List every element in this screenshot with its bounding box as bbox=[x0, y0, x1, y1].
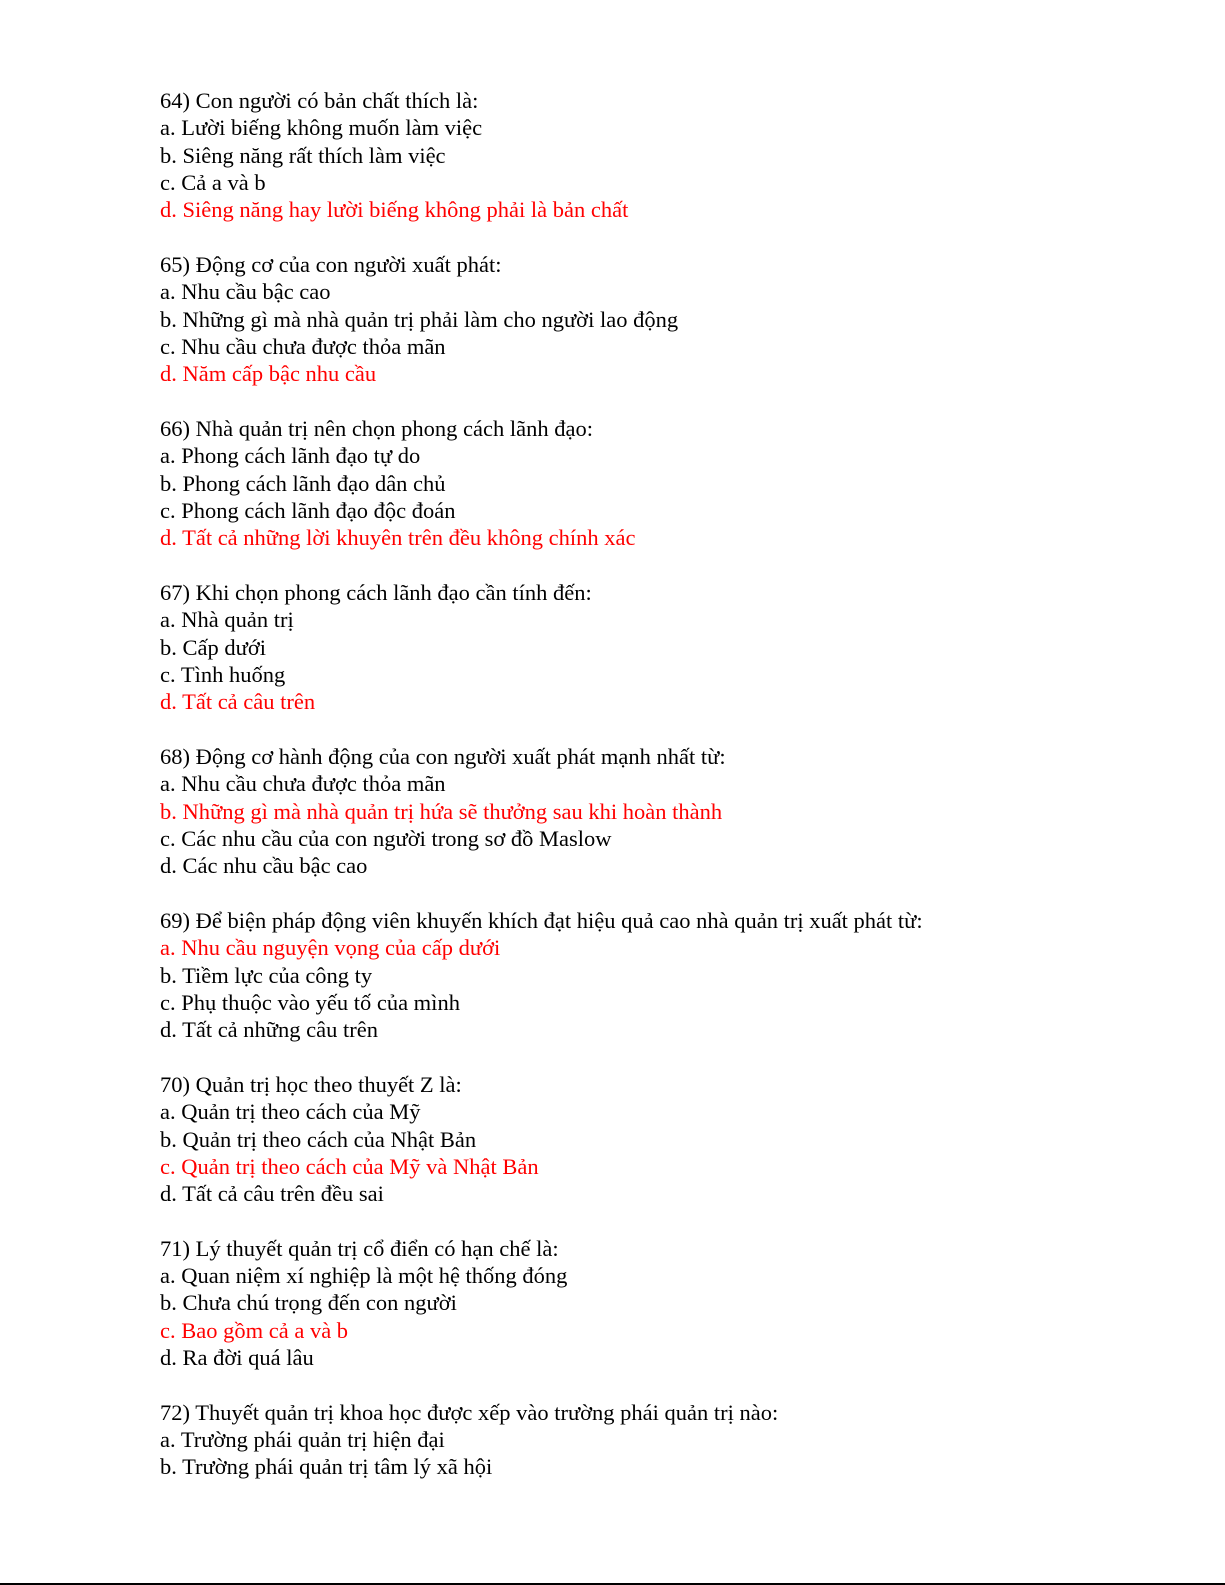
answer-option: b. Tiềm lực của công ty bbox=[160, 962, 373, 988]
answer-option: a. Quản trị theo cách của Mỹ bbox=[160, 1099, 421, 1125]
answer-option: c. Nhu cầu chưa được thỏa mãn bbox=[160, 333, 446, 359]
answer-option: a. Quan niệm xí nghiệp là một hệ thống đóng bbox=[160, 1263, 568, 1289]
question-stem: 65) Động cơ của con người xuất phát: bbox=[160, 251, 502, 277]
answer-option: d. Các nhu cầu bậc cao bbox=[160, 853, 368, 879]
answer-option: d. Tất cả những câu trên bbox=[160, 1017, 378, 1043]
answer-option: b. Cấp dưới bbox=[160, 634, 266, 660]
question-67 bbox=[160, 579, 1160, 715]
answer-option: d. Tất cả câu trên đều sai bbox=[160, 1181, 384, 1207]
question-66 bbox=[160, 415, 1160, 551]
answer-option: a. Phong cách lãnh đạo tự do bbox=[160, 443, 421, 469]
question-stem: 72) Thuyết quản trị khoa học được xếp vào trường phái quản trị nào: bbox=[160, 1399, 779, 1425]
answer-option-correct: a. Nhu cầu nguyện vọng của cấp dưới bbox=[160, 935, 501, 961]
question-stem: 68) Động cơ hành động của con người xuất phát mạnh nhất từ: bbox=[160, 743, 726, 769]
answer-option-correct: b. Những gì mà nhà quản trị hứa sẽ thưởng sau khi hoàn thành bbox=[160, 798, 723, 824]
question-stem: 70) Quản trị học theo thuyết Z là: bbox=[160, 1071, 462, 1097]
answer-option: c. Tình huống bbox=[160, 661, 286, 687]
answer-option: b. Trường phái quản trị tâm lý xã hội bbox=[160, 1454, 493, 1480]
question-list bbox=[160, 87, 1160, 1508]
answer-option: a. Nhà quản trị bbox=[160, 607, 294, 633]
answer-option: a. Lười biếng không muốn làm việc bbox=[160, 115, 483, 141]
question-70 bbox=[160, 1071, 1160, 1207]
answer-option: d. Ra đời quá lâu bbox=[160, 1345, 314, 1371]
question-stem: 64) Con người có bản chất thích là: bbox=[160, 88, 479, 113]
answer-option: c. Phụ thuộc vào yếu tố của mình bbox=[160, 989, 460, 1015]
question-65 bbox=[160, 251, 1160, 387]
answer-option: a. Nhu cầu bậc cao bbox=[160, 279, 331, 305]
answer-option-correct: c. Bao gồm cả a và b bbox=[160, 1317, 349, 1343]
question-stem: 66) Nhà quản trị nên chọn phong cách lãnh đạo: bbox=[160, 415, 593, 441]
answer-option: b. Quản trị theo cách của Nhật Bản bbox=[160, 1126, 477, 1152]
question-68 bbox=[160, 743, 1160, 879]
answer-option: b. Những gì mà nhà quản trị phải làm cho người lao động bbox=[160, 306, 679, 332]
answer-option-correct: d. Tất cả câu trên bbox=[160, 689, 316, 715]
answer-option-correct: c. Quản trị theo cách của Mỹ và Nhật Bản bbox=[160, 1153, 539, 1179]
question-stem: 71) Lý thuyết quản trị cổ điển có hạn chế là: bbox=[160, 1235, 559, 1261]
answer-option: c. Phong cách lãnh đạo độc đoán bbox=[160, 497, 456, 523]
question-69 bbox=[160, 907, 1160, 1043]
answer-option: a. Trường phái quản trị hiện đại bbox=[160, 1427, 445, 1453]
answer-option: c. Cả a và b bbox=[160, 169, 266, 195]
answer-option-correct: d. Siêng năng hay lười biếng không phải là bản chất bbox=[160, 197, 629, 223]
question-71 bbox=[160, 1235, 1160, 1371]
answer-option: c. Các nhu cầu của con người trong sơ đồ Maslow bbox=[160, 825, 612, 851]
answer-option-correct: d. Tất cả những lời khuyên trên đều không chính xác bbox=[160, 525, 636, 551]
question-stem: 67) Khi chọn phong cách lãnh đạo cần tính đến: bbox=[160, 579, 592, 605]
answer-option-correct: d. Năm cấp bậc nhu cầu bbox=[160, 361, 377, 387]
answer-option: b. Phong cách lãnh đạo dân chủ bbox=[160, 470, 446, 496]
question-72 bbox=[160, 1399, 1160, 1481]
question-stem: 69) Để biện pháp động viên khuyến khích đạt hiệu quả cao nhà quản trị xuất phát từ: bbox=[160, 907, 923, 933]
question-64 bbox=[160, 87, 1160, 223]
answer-option: a. Nhu cầu chưa được thỏa mãn bbox=[160, 771, 446, 797]
answer-option: b. Chưa chú trọng đến con người bbox=[160, 1290, 457, 1316]
answer-option: b. Siêng năng rất thích làm việc bbox=[160, 142, 446, 168]
